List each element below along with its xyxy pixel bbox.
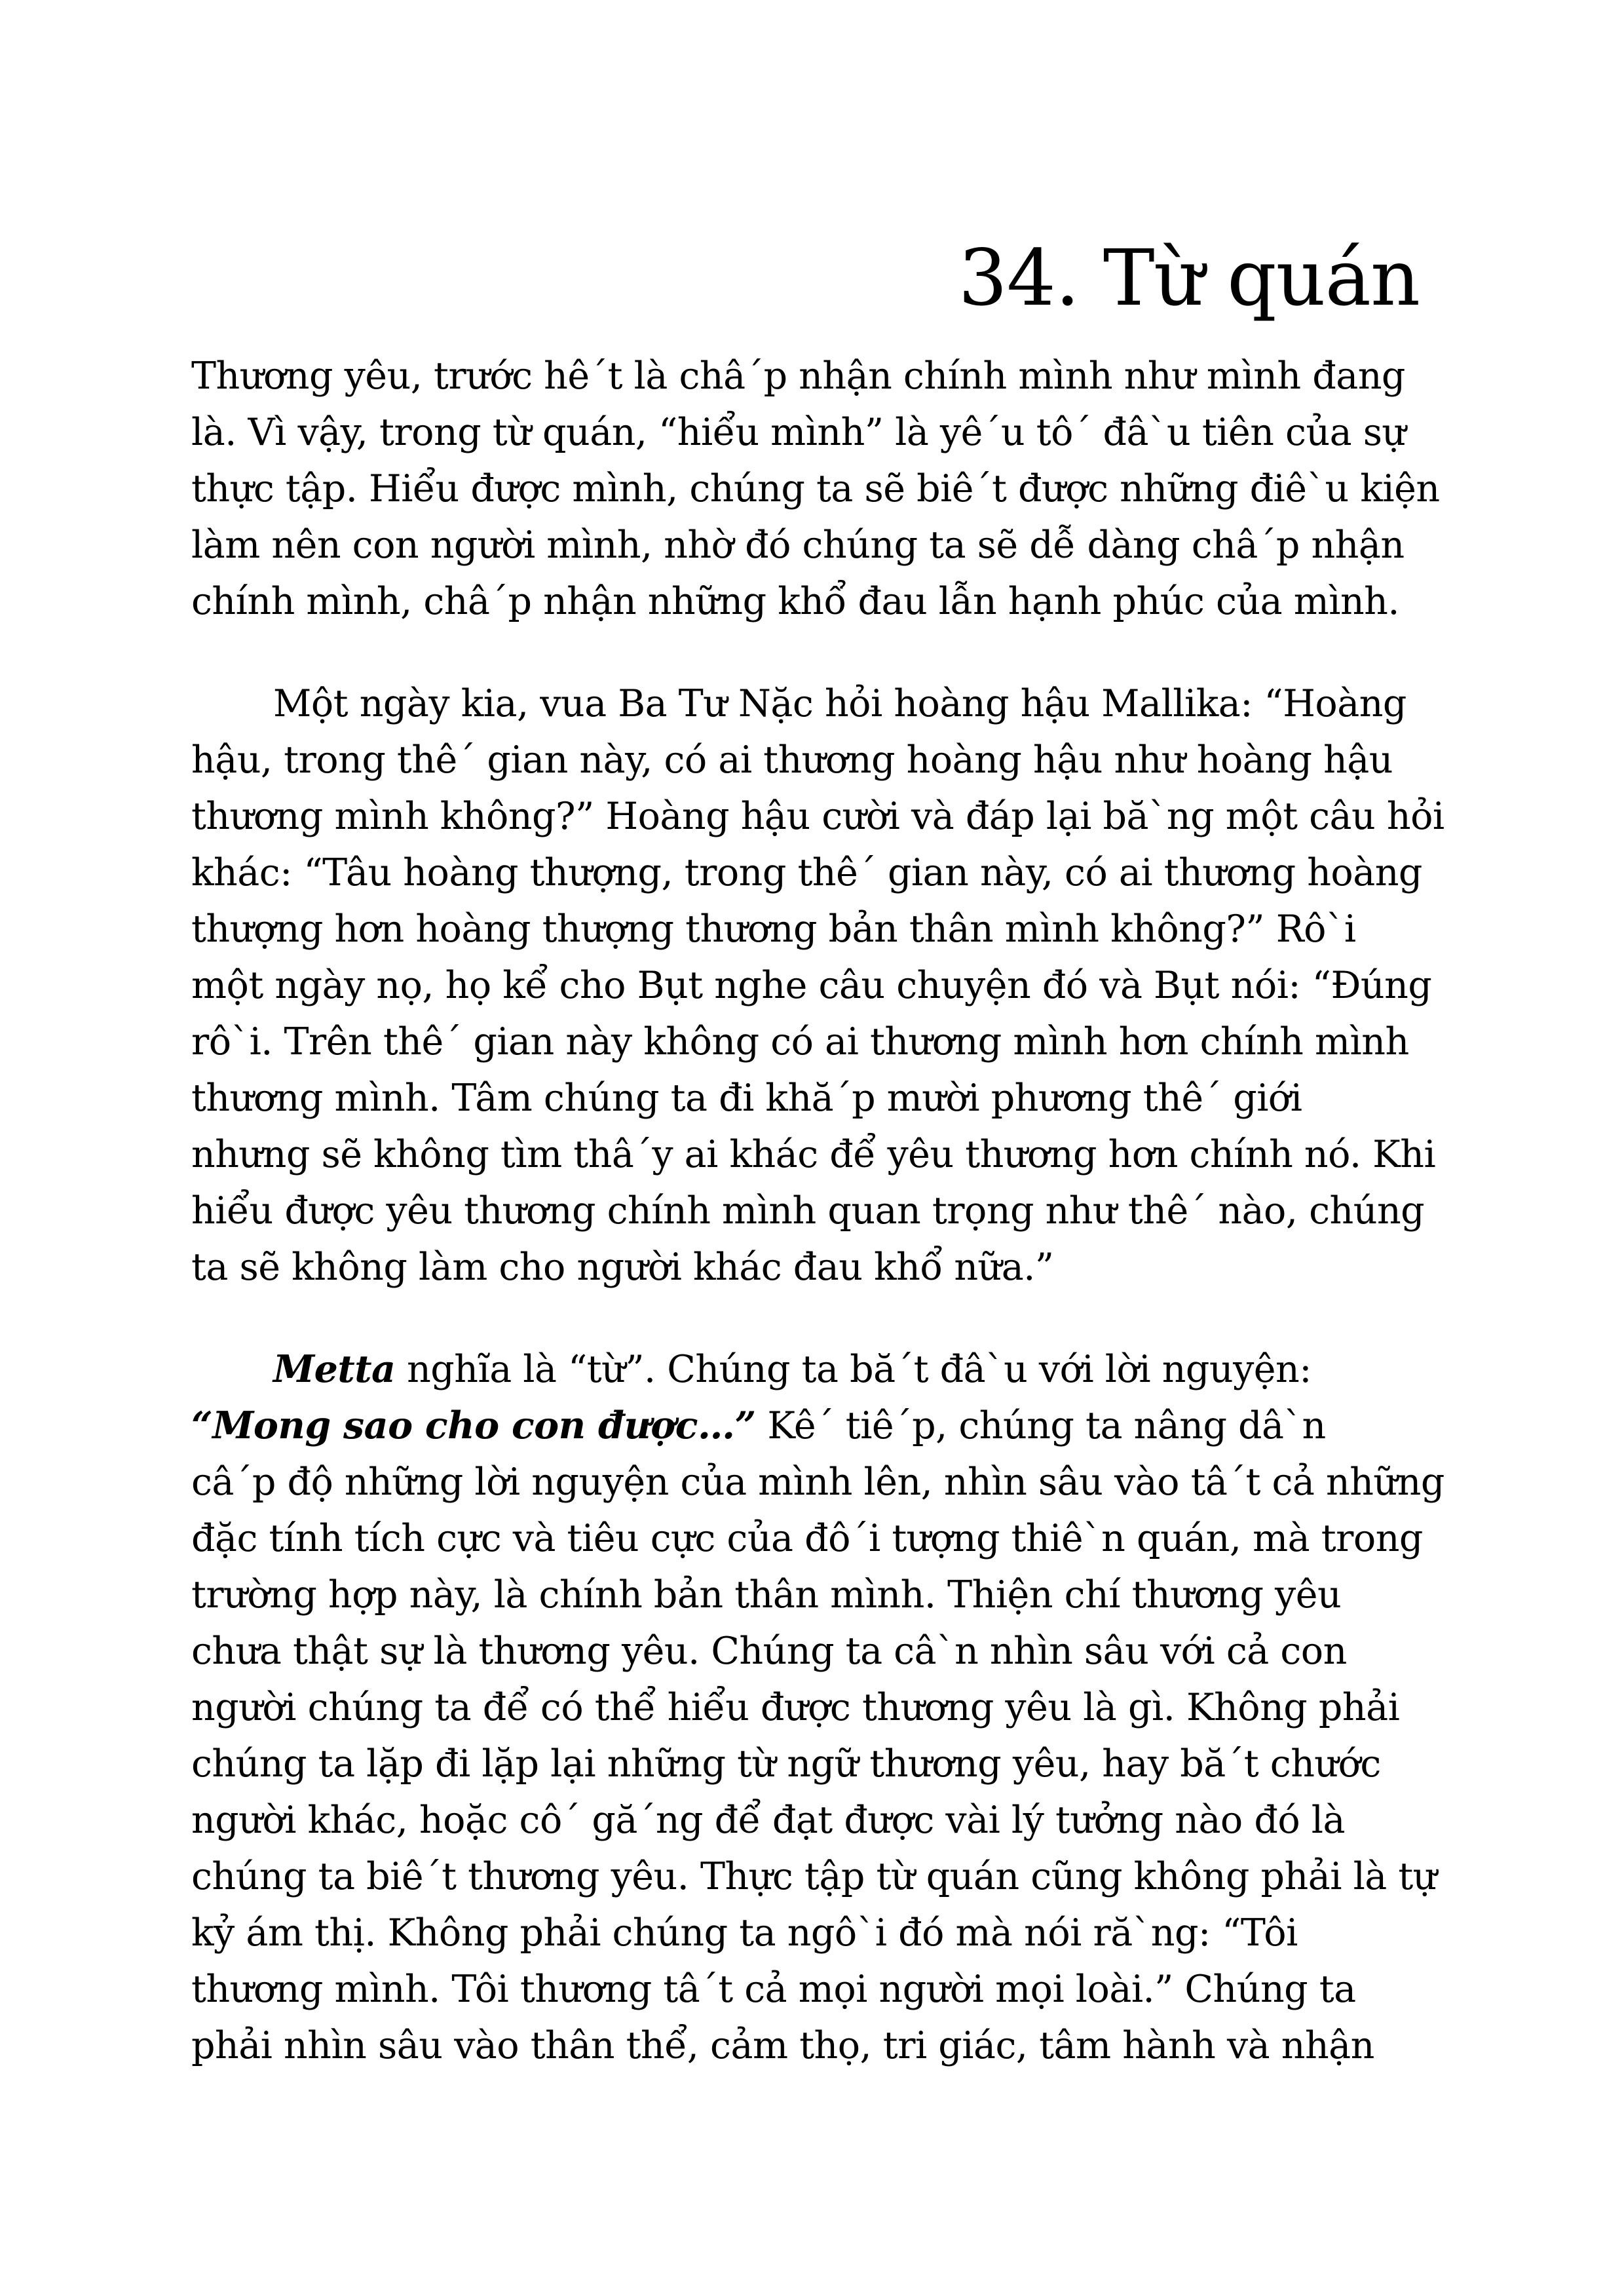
chapter-title: 34. Từ quán bbox=[958, 233, 1420, 323]
text-run: câ´p độ những lời nguyện của mình lên, nhìn sâu vào tâ´t cả những bbox=[191, 1461, 1445, 1504]
text-run: người khác, hoặc cô´ gă´ng để đạt được vài lý tưởng nào đó là bbox=[191, 1799, 1345, 1842]
text-run: là. Vì vậy, trong từ quán, “hiểu mình” là yê´u tô´ đâ`u tiên của sự bbox=[191, 411, 1406, 454]
text-run: thực tập. Hiểu được mình, chúng ta sẽ biê´t được những điê`u kiện bbox=[191, 467, 1440, 510]
text-run: một ngày nọ, họ kể cho Bụt nghe câu chuyện đó và Bụt nói: “Đúng bbox=[191, 964, 1432, 1007]
paragraph bbox=[191, 348, 1624, 630]
text-line bbox=[191, 1567, 1624, 1623]
text-line bbox=[191, 788, 1624, 845]
text-run: thương mình. Tâm chúng ta đi khă´p mười phương thê´ giới bbox=[191, 1077, 1302, 1120]
text-run: chúng ta lặp đi lặp lại những từ ngữ thương yêu, hay bă´t chước bbox=[191, 1742, 1381, 1786]
text-line bbox=[191, 517, 1624, 573]
text-run: nhưng sẽ không tìm thâ´y ai khác để yêu thương hơn chính nó. Khi bbox=[191, 1133, 1436, 1176]
text-run: hiểu được yêu thương chính mình quan trọng như thê´ nào, chúng bbox=[191, 1189, 1425, 1233]
text-run: rô`i. Trên thê´ gian này không có ai thương mình hơn chính mình bbox=[191, 1020, 1409, 1063]
text-line bbox=[191, 1398, 1624, 1454]
text-line bbox=[191, 1792, 1624, 1848]
text-run: người chúng ta để có thể hiểu được thương yêu là gì. Không phải bbox=[191, 1686, 1400, 1729]
text-run: Thương yêu, trước hê´t là châ´p nhận chính mình như mình đang bbox=[191, 354, 1405, 398]
text-run: phải nhìn sâu vào thân thể, cảm thọ, tri giác, tâm hành và nhận bbox=[191, 2024, 1374, 2067]
text-line bbox=[191, 1623, 1624, 1679]
text-run: chính mình, châ´p nhận những khổ đau lẫn hạnh phúc của mình. bbox=[191, 580, 1400, 623]
text-line bbox=[191, 901, 1624, 957]
body-text bbox=[191, 348, 1624, 2074]
text-line bbox=[191, 1239, 1624, 1295]
text-line bbox=[191, 1070, 1624, 1126]
text-line bbox=[191, 676, 1624, 732]
text-line bbox=[191, 1014, 1624, 1070]
text-run: ta sẽ không làm cho người khác đau khổ nữa.” bbox=[191, 1246, 1054, 1289]
text-run: nghĩa là “từ”. Chúng ta bă´t đâ`u với lời nguyện: bbox=[395, 1348, 1312, 1391]
text-line bbox=[191, 461, 1624, 517]
text-run: thương mình không?” Hoàng hậu cười và đáp lại bă`ng một câu hỏi bbox=[191, 795, 1445, 838]
text-line bbox=[191, 1905, 1624, 1961]
text-line bbox=[191, 1510, 1624, 1567]
text-run: thượng hơn hoàng thượng thương bản thân mình không?” Rô`i bbox=[191, 908, 1356, 951]
text-line bbox=[191, 1961, 1624, 2018]
text-run: Một ngày kia, vua Ba Tư Nặc hỏi hoàng hậu Mallika: “Hoàng bbox=[273, 682, 1407, 725]
text-line bbox=[191, 957, 1624, 1014]
text-line bbox=[191, 1341, 1624, 1398]
text-run: làm nên con người mình, nhờ đó chúng ta sẽ dễ dàng châ´p nhận bbox=[191, 524, 1405, 567]
text-run: khác: “Tâu hoàng thượng, trong thê´ gian này, có ai thương hoàng bbox=[191, 851, 1422, 894]
text-line bbox=[191, 1736, 1624, 1792]
text-line bbox=[191, 573, 1624, 630]
text-run: chưa thật sự là thương yêu. Chúng ta câ`n nhìn sâu với cả con bbox=[191, 1630, 1347, 1673]
text-line bbox=[191, 845, 1624, 901]
text-line bbox=[191, 1126, 1624, 1183]
text-run: đặc tính tích cực và tiêu cực của đô´i tượng thiê`n quán, mà trong bbox=[191, 1517, 1423, 1560]
paragraph bbox=[191, 1341, 1624, 2074]
text-line bbox=[191, 348, 1624, 404]
text-line bbox=[191, 404, 1624, 461]
text-line bbox=[191, 1454, 1624, 1510]
text-run: hậu, trong thê´ gian này, có ai thương hoàng hậu như hoàng hậu bbox=[191, 738, 1393, 782]
text-run: trường hợp này, là chính bản thân mình. Thiện chí thương yêu bbox=[191, 1573, 1342, 1617]
text-line bbox=[191, 1183, 1624, 1239]
text-run: kỷ ám thị. Không phải chúng ta ngô`i đó mà nói ră`ng: “Tôi bbox=[191, 1911, 1298, 1955]
text-run: chúng ta biê´t thương yêu. Thực tập từ quán cũng không phải là tự bbox=[191, 1855, 1437, 1898]
text-run: Kê´ tiê´p, chúng ta nâng dâ`n bbox=[755, 1404, 1326, 1447]
paragraph bbox=[191, 676, 1624, 1295]
text-line bbox=[191, 1679, 1624, 1736]
text-line bbox=[191, 732, 1624, 788]
text-line bbox=[191, 1848, 1624, 1905]
text-line bbox=[191, 2018, 1624, 2074]
text-run: thương mình. Tôi thương tâ´t cả mọi người mọi loài.” Chúng ta bbox=[191, 1968, 1356, 2011]
emphasis-run: Metta bbox=[273, 1347, 396, 1391]
emphasis-run: “Mong sao cho con được…” bbox=[191, 1404, 756, 1447]
